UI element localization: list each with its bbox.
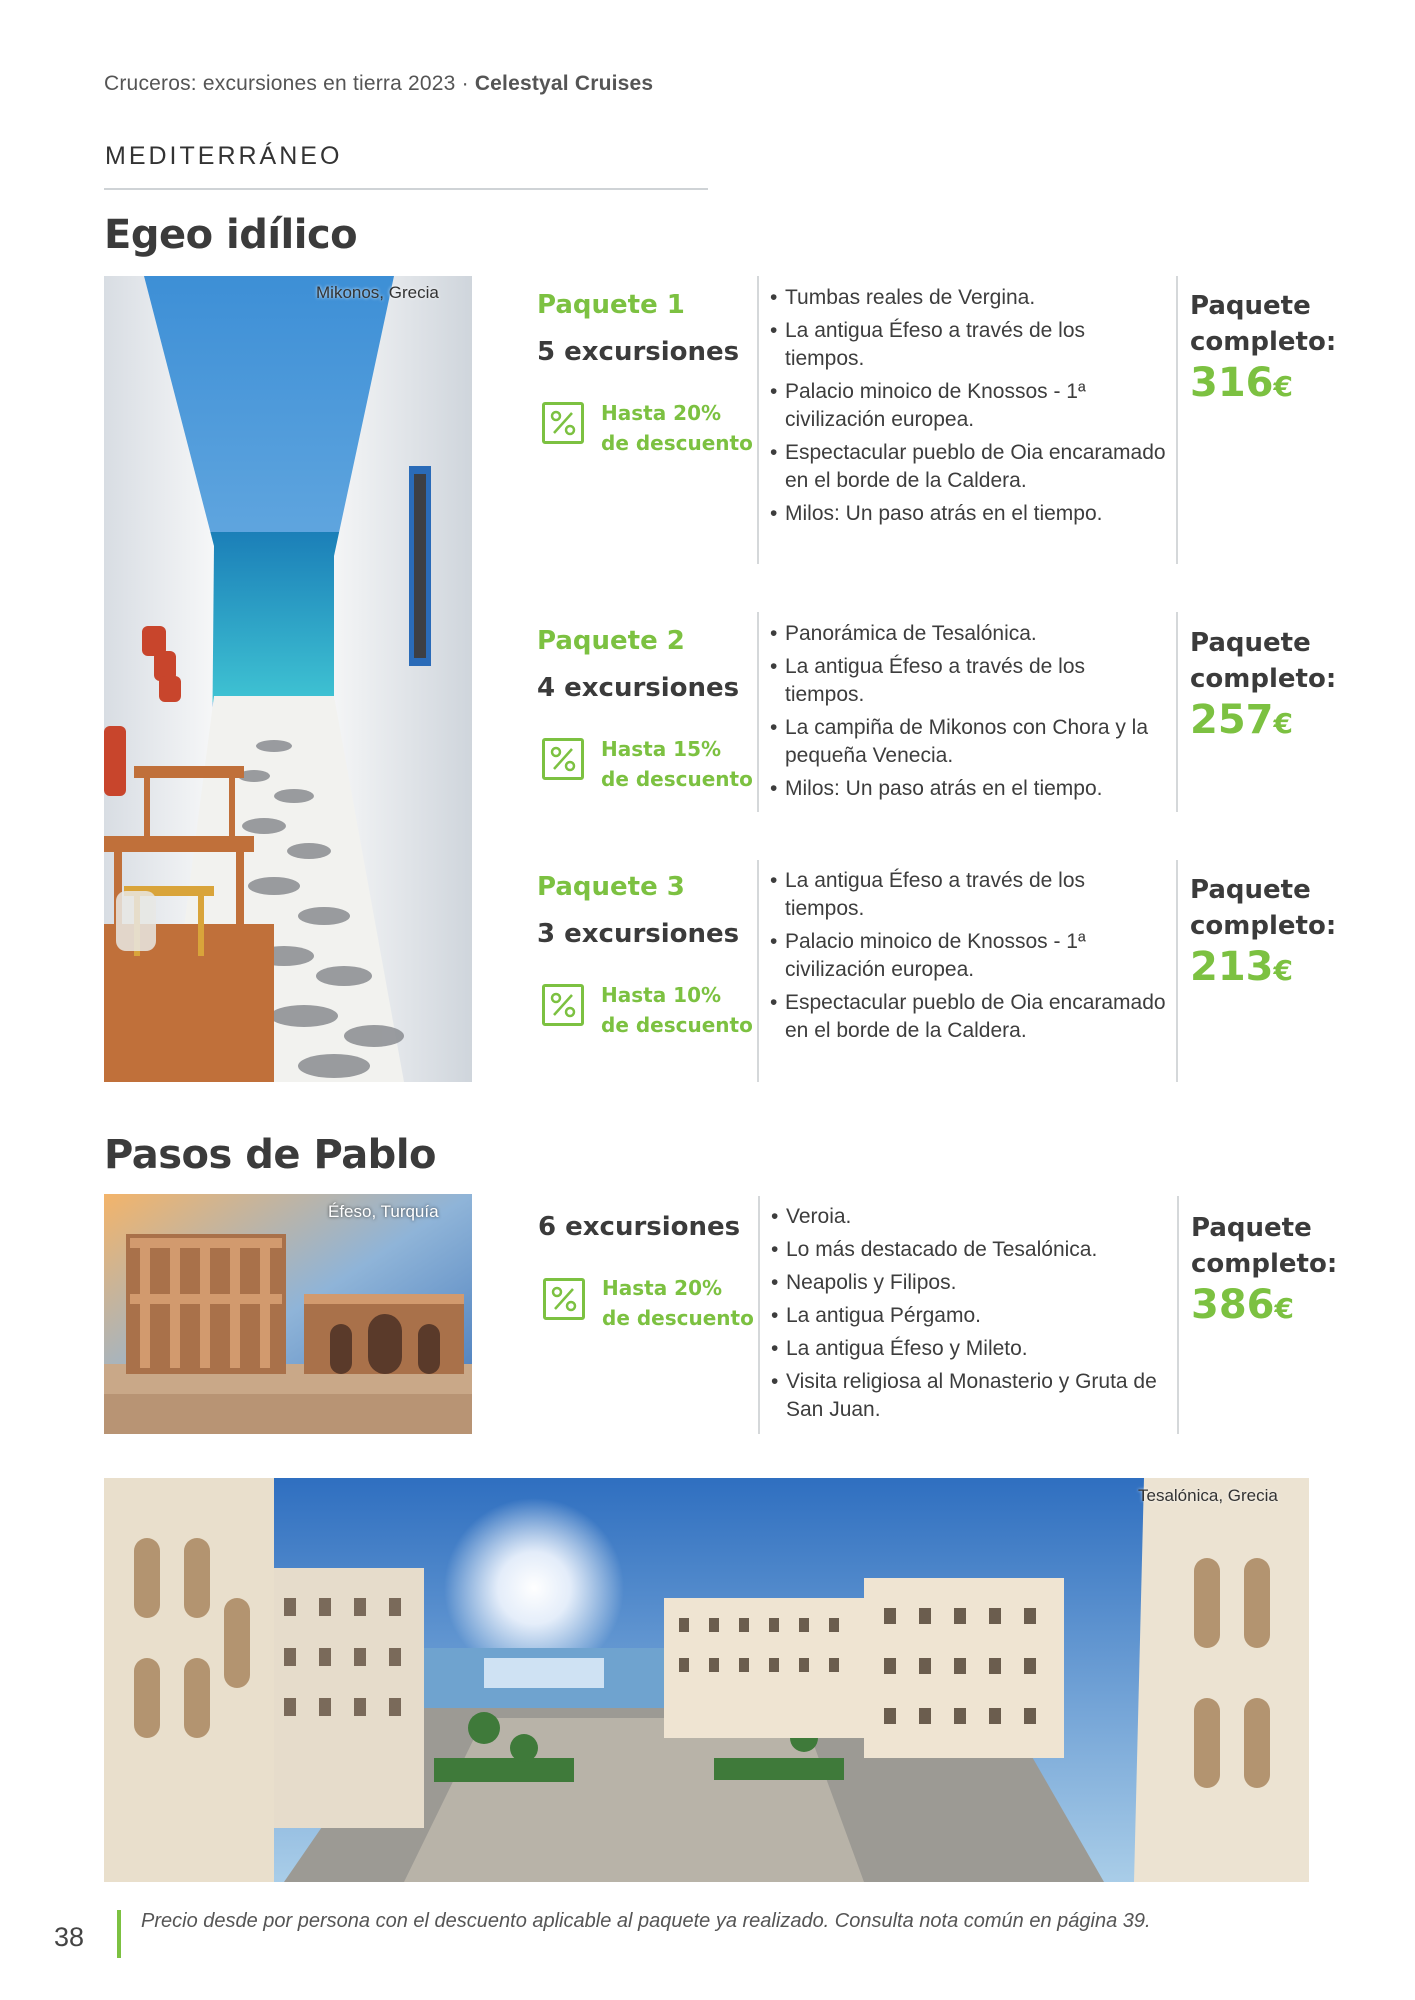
package-2-divider-left (757, 612, 759, 812)
list-item: • Panorámica de Tesalónica. (770, 620, 1170, 648)
package-2-divider-right (1176, 612, 1178, 812)
package-1-excursion-list (770, 284, 1170, 533)
euro-sign: € (1273, 707, 1293, 740)
package-1-discount-line1: Hasta 20% (601, 401, 722, 425)
region-heading: MEDITERRÁNEO (105, 142, 343, 170)
package-3-excursion-list (770, 867, 1170, 1050)
section-title-pasos: Pasos de Pablo (104, 1132, 437, 1178)
package-3-divider-left (757, 860, 759, 1082)
package-2-price-block (1190, 625, 1336, 747)
package-2-price: 257€ (1190, 697, 1293, 743)
list-item: • La campiña de Mikonos con Chora y la pequeña Venecia. (770, 714, 1170, 770)
package-3-title: Paquete 3 (537, 872, 685, 902)
photo-caption-mikonos: Mikonos, Grecia (316, 283, 439, 302)
photo-tesalonica (104, 1478, 1309, 1882)
package-pablo-divider-left (758, 1196, 760, 1434)
package-1-price: 316€ (1190, 360, 1293, 406)
tesalonica-illustration (104, 1478, 1309, 1882)
package-2-count: 4 excursiones (537, 673, 740, 703)
region-divider (104, 188, 708, 190)
mikonos-illustration (104, 276, 472, 1082)
price-label: completo: (1190, 327, 1337, 357)
price-label: Paquete (1190, 875, 1311, 905)
package-1-discount-line2: de descuento (601, 431, 753, 455)
package-1-title: Paquete 1 (537, 290, 685, 320)
euro-sign: € (1273, 370, 1293, 403)
footer-note: Precio desde por persona con el descuento aplicable al paquete ya realizado. Consulta nota común en página 39. (141, 1910, 1151, 1932)
photo-caption-efeso: Éfeso, Turquía (328, 1202, 439, 1221)
list-item: • Palacio minoico de Knossos - 1ª civilización europea. (770, 378, 1170, 434)
package-2-discount-line1: Hasta 15% (601, 737, 722, 761)
price-label: Paquete (1191, 1213, 1312, 1243)
package-3-price-block (1190, 872, 1336, 994)
package-pablo-discount-line1: Hasta 20% (602, 1276, 723, 1300)
list-item: • Milos: Un paso atrás en el tiempo. (770, 775, 1170, 803)
euro-sign: € (1274, 1292, 1294, 1325)
package-2-excursion-list (770, 620, 1170, 808)
percent-icon (542, 402, 584, 444)
package-3-discount (601, 980, 753, 1040)
package-3-count: 3 excursiones (537, 919, 740, 949)
list-item: • Espectacular pueblo de Oia encaramado en el borde de la Caldera. (770, 989, 1170, 1045)
price-label: Paquete (1190, 291, 1311, 321)
running-header (104, 72, 653, 96)
package-3-divider-right (1176, 860, 1178, 1082)
list-item: • Palacio minoico de Knossos - 1ª civilización europea. (770, 928, 1170, 984)
list-item: • La antigua Éfeso a través de los tiempos. (770, 653, 1170, 709)
price-label: completo: (1190, 911, 1337, 941)
package-pablo-excursion-list (771, 1203, 1171, 1429)
header-prefix: Cruceros: excursiones en tierra 2023 · (104, 72, 475, 95)
package-2-title: Paquete 2 (537, 626, 685, 656)
package-pablo-divider-right (1177, 1196, 1179, 1434)
list-item: • Visita religiosa al Monasterio y Gruta de San Juan. (771, 1368, 1171, 1424)
package-1-divider-right (1176, 276, 1178, 564)
photo-mikonos (104, 276, 472, 1082)
package-3-price: 213€ (1190, 944, 1293, 990)
package-pablo-price: 386€ (1191, 1282, 1294, 1328)
package-pablo-count: 6 excursiones (538, 1212, 741, 1242)
package-pablo-price-block (1191, 1210, 1337, 1332)
list-item: • La antigua Pérgamo. (771, 1302, 1171, 1330)
page-number: 38 (54, 1922, 85, 1952)
price-label: Paquete (1190, 628, 1311, 658)
package-1-discount (601, 398, 753, 458)
package-1-count: 5 excursiones (537, 337, 740, 367)
list-item: • Espectacular pueblo de Oia encaramado en el borde de la Caldera. (770, 439, 1170, 495)
package-3-discount-line1: Hasta 10% (601, 983, 722, 1007)
package-pablo-discount-line2: de descuento (602, 1306, 754, 1330)
percent-icon (542, 984, 584, 1026)
list-item: • Tumbas reales de Vergina. (770, 284, 1170, 312)
photo-efeso (104, 1194, 472, 1434)
package-3-discount-line2: de descuento (601, 1013, 753, 1037)
package-pablo-discount (602, 1273, 754, 1333)
euro-sign: € (1273, 954, 1293, 987)
list-item: • Milos: Un paso atrás en el tiempo. (770, 500, 1170, 528)
list-item: • Veroia. (771, 1203, 1171, 1231)
package-2-discount-line2: de descuento (601, 767, 753, 791)
section-title-egeo: Egeo idílico (104, 212, 358, 258)
percent-icon (543, 1278, 585, 1320)
header-brand: Celestyal Cruises (474, 72, 654, 95)
photo-caption-tesalonica: Tesalónica, Grecia (1138, 1486, 1278, 1505)
list-item: • La antigua Éfeso y Mileto. (771, 1335, 1171, 1363)
list-item: • La antigua Éfeso a través de los tiempos. (770, 867, 1170, 923)
package-1-divider-left (757, 276, 759, 564)
list-item: • La antigua Éfeso a través de los tiempos. (770, 317, 1170, 373)
package-2-discount (601, 734, 753, 794)
package-1-price-block (1190, 288, 1336, 410)
footer-accent-bar (117, 1910, 121, 1958)
price-label: completo: (1191, 1249, 1338, 1279)
efeso-illustration (104, 1194, 472, 1434)
percent-icon (542, 738, 584, 780)
list-item: • Neapolis y Filipos. (771, 1269, 1171, 1297)
price-label: completo: (1190, 664, 1337, 694)
list-item: • Lo más destacado de Tesalónica. (771, 1236, 1171, 1264)
